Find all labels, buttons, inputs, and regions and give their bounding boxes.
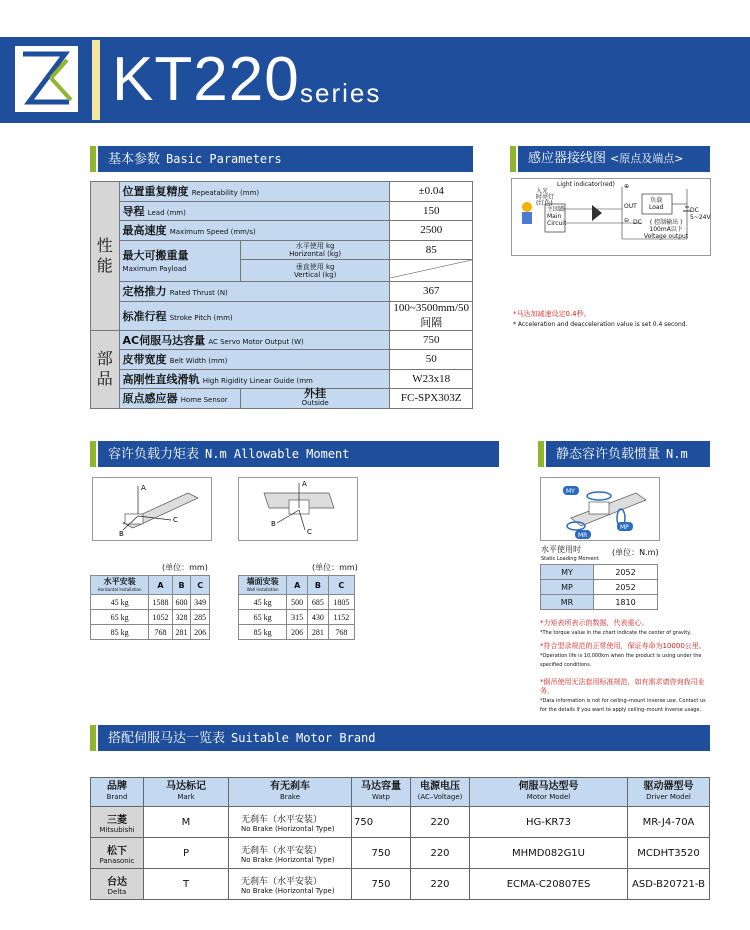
table-row — [91, 301, 473, 330]
axis-label-c: C — [173, 516, 178, 524]
cell: 328 — [172, 610, 191, 625]
param-sub-label — [240, 386, 389, 409]
cell: 430 — [308, 610, 329, 625]
param-sub-en: Outside — [301, 398, 329, 407]
table-row — [91, 369, 473, 389]
axis-label-b: B — [271, 520, 276, 528]
category-parts: 部品 — [91, 330, 120, 408]
horizontal-unit-label: (单位：mm) — [162, 563, 208, 572]
param-cn: 最大可搬重量 — [122, 249, 189, 263]
column-header: C — [191, 576, 210, 595]
table-row — [91, 201, 473, 221]
param-value: 750 — [390, 330, 473, 350]
param-value: FC-SPX303Z — [390, 389, 473, 409]
header-cn: 水平安装 — [103, 576, 136, 586]
param-value: 150 — [390, 201, 473, 221]
main-circuit-label — [547, 206, 566, 227]
motor-model-cell: ECMA-C20807ES — [470, 869, 628, 900]
light-indicator-label: Light indicator(red) — [557, 181, 615, 188]
section-suitable-motor — [98, 725, 710, 751]
header-en: Watp — [372, 793, 390, 801]
my-label: MY — [566, 488, 575, 495]
table-row — [91, 221, 473, 241]
param-value: ±0.04 — [390, 182, 473, 202]
header-cn: 伺服马达型号 — [518, 781, 579, 792]
table-row — [239, 610, 355, 625]
note-en: *Data information is not for ceiling–mount inverse use. Contact us for the details if you want to apply ceiling–mount inverse usage. — [540, 698, 706, 713]
table-row — [91, 595, 210, 610]
horizontal-moment-table — [90, 575, 210, 640]
cell: 206 — [191, 625, 210, 640]
basic-parameters-table — [90, 181, 473, 409]
table-row — [91, 807, 710, 838]
param-en: AC Servo Motor Output (W) — [208, 337, 304, 346]
horizontal-mount-illustration — [93, 478, 211, 540]
header-separator — [92, 40, 100, 120]
param-label — [119, 221, 390, 241]
voltage-cell: 220 — [411, 838, 470, 869]
static-loading-caption — [541, 546, 599, 563]
category-performance: 性能 — [91, 182, 120, 331]
cell: 768 — [328, 625, 354, 640]
param-en: Belt Width (mm) — [169, 357, 228, 366]
note-cn: *力矩表所表示的数据，代表重心。 — [540, 619, 649, 627]
axis-label-b: B — [119, 530, 124, 538]
accel-note-en: * Acceleration and deacceleration value is set 0.4 second. — [513, 321, 688, 328]
moment-value: 1810 — [594, 595, 658, 610]
note-cn: *符合型录规范的正常使用，保证寿命为10000公里。 — [540, 642, 706, 650]
note-cn: *倒吊使用无法套用标准规范，如有需求请咨询我司业务。 — [540, 678, 705, 695]
horizontal-header — [91, 576, 149, 595]
table-row — [91, 389, 473, 409]
header-cn: 品牌 — [107, 781, 127, 792]
brand-cell — [91, 838, 144, 869]
brand-cn: 松下 — [107, 845, 127, 857]
cell: 500 — [287, 595, 308, 610]
out-label: OUT — [624, 203, 637, 210]
header-cn: 有无刹车 — [270, 781, 310, 792]
cell: 45 kg — [239, 595, 287, 610]
brand-cell — [91, 869, 144, 900]
column-header: B — [308, 576, 329, 595]
table-row — [239, 595, 355, 610]
table-header-row — [239, 576, 355, 595]
sensor-wiring-diagram — [511, 178, 711, 256]
driver-model-cell: MR-J4-70A — [628, 807, 710, 838]
header-cn: 马达标记 — [166, 781, 206, 792]
wall-unit-label: (单位：mm) — [312, 563, 358, 572]
static-load-table — [540, 564, 658, 610]
in-light-label: 入光 时亮灯 (红色) — [536, 188, 555, 207]
brake-cell — [229, 838, 352, 869]
param-cn: 标准行程 — [122, 309, 167, 323]
param-value: 100~3500mm/50间隔 — [390, 301, 473, 330]
section-title-en: Basic Parameters — [166, 152, 282, 166]
column-header: C — [328, 576, 354, 595]
column-header: B — [172, 576, 191, 595]
param-en: Maximum Speed (mm/s) — [169, 228, 256, 237]
column-header: A — [149, 576, 173, 595]
brake-cell — [229, 869, 352, 900]
param-value: 367 — [390, 282, 473, 302]
cell: 285 — [191, 610, 210, 625]
header-en: Brand — [106, 793, 128, 801]
accel-note-cn: *马达加减速设定0.4秒。 — [513, 310, 591, 318]
section-static-load — [546, 441, 710, 467]
param-en: Rated Thrust (N) — [169, 289, 228, 298]
param-sub-label — [240, 240, 389, 260]
table-row — [91, 869, 710, 900]
param-label — [119, 301, 390, 330]
company-logo — [15, 46, 78, 112]
header-en: Motor Model — [526, 793, 571, 801]
table-header-row — [91, 778, 710, 807]
brand-en: Delta — [107, 887, 127, 896]
param-en: Home Sensor — [180, 396, 228, 405]
header-en: Horizontal Installation — [97, 586, 142, 592]
watt-cell: 750 — [352, 838, 411, 869]
wall-mount-diagram — [238, 477, 358, 541]
brake-en: No Brake (Horizontal Type) — [241, 886, 335, 895]
static-load-diagram — [540, 477, 660, 541]
product-title: KT220 — [112, 45, 300, 114]
table-row — [541, 565, 658, 580]
column-header — [229, 778, 352, 807]
brake-cn: 无刹车（水平安装） — [241, 876, 323, 887]
dc-small-label: DC — [633, 219, 642, 226]
brand-cell — [91, 807, 144, 838]
cell: 65 kg — [91, 610, 149, 625]
cell: 65 kg — [239, 610, 287, 625]
header-cn: 马达容量 — [361, 781, 401, 792]
column-header: A — [287, 576, 308, 595]
param-value: 50 — [390, 350, 473, 370]
column-header — [628, 778, 710, 807]
param-en: Lead (mm) — [147, 208, 186, 217]
load-cn: 负载 — [650, 197, 663, 204]
static-note-3 — [540, 678, 710, 714]
param-cn: 定格推力 — [122, 285, 167, 299]
table-row — [91, 182, 473, 202]
vo-en: Voltage output — [644, 233, 689, 240]
mark-cell: M — [144, 807, 229, 838]
load-label — [649, 197, 663, 211]
watt-cell: 750 — [352, 869, 411, 900]
param-cn: AC伺服马达容量 — [122, 333, 206, 347]
param-label — [119, 350, 390, 370]
header-en: Wall Installation — [246, 586, 279, 592]
cell: 1052 — [149, 610, 173, 625]
section-title-cn: 搭配伺服马达一览表 — [108, 731, 226, 746]
brand-en: Mitsubishi — [99, 825, 135, 834]
moment-value: 2052 — [594, 580, 658, 595]
param-label — [119, 389, 240, 409]
param-value: 85 — [390, 240, 473, 260]
column-header — [91, 778, 144, 807]
cell: 45 kg — [91, 595, 149, 610]
param-sub-en: Horizontal (kg) — [289, 249, 342, 258]
section-basic-parameters — [98, 146, 473, 172]
param-value: W23x18 — [390, 369, 473, 389]
header-en: Mark — [177, 793, 195, 801]
cell: 349 — [191, 595, 210, 610]
cell: 281 — [308, 625, 329, 640]
dc-supply-label: DC 5~24V — [690, 207, 711, 221]
param-label — [119, 282, 390, 302]
header-cn: 驱动器型号 — [643, 781, 694, 792]
vo-cn: ( 控制输出 ) — [649, 219, 683, 226]
cell: 600 — [172, 595, 191, 610]
product-series: series — [300, 78, 382, 108]
section-title-sub: <原点及端点> — [610, 152, 684, 165]
cell: 206 — [287, 625, 308, 640]
moment-value: 2052 — [594, 565, 658, 580]
table-row — [91, 330, 473, 350]
header-en: Brake — [279, 793, 301, 801]
param-en: Stroke Pitch (mm) — [169, 313, 233, 322]
section-title-cn: 感应器接线图 — [528, 151, 607, 166]
section-title-cn: 静态容许负载惯量 — [556, 447, 661, 462]
minus-terminal-icon: ⊖ — [624, 217, 630, 224]
diagonal-line — [390, 260, 472, 278]
cell: 1805 — [328, 595, 354, 610]
moment-key: MP — [541, 580, 594, 595]
static-unit-label: (单位：N.m) — [612, 548, 659, 557]
table-row — [91, 838, 710, 869]
param-label — [119, 330, 390, 350]
logo-mark-icon — [15, 46, 78, 112]
param-value-empty — [390, 260, 473, 282]
header-cn: 电源电压 — [420, 781, 460, 792]
motor-brand-table — [90, 777, 710, 900]
section-allowable-moment — [98, 441, 499, 467]
driver-model-cell: ASD-B20721-B — [628, 869, 710, 900]
note-en: *Operation life is 10,000km when the product is using under the specified conditions. — [540, 653, 702, 668]
header-en: (AC–Voltage) — [417, 793, 463, 801]
mp-label: MP — [620, 524, 629, 531]
param-value: 2500 — [390, 221, 473, 241]
cell: 768 — [149, 625, 173, 640]
brand-cn: 三菱 — [107, 814, 127, 826]
table-row — [541, 580, 658, 595]
cell: 85 kg — [239, 625, 287, 640]
axis-label-c: C — [307, 528, 312, 536]
param-cn: 位置重复精度 — [122, 185, 189, 199]
param-en: High Rigidity Linear Guide (mm — [202, 376, 313, 385]
param-cn: 最高速度 — [122, 224, 167, 238]
wall-moment-table — [238, 575, 355, 640]
axis-label-a: A — [302, 480, 307, 488]
table-row — [91, 350, 473, 370]
param-label — [119, 240, 240, 282]
plus-terminal-icon: ⊕ — [624, 183, 630, 190]
brake-cn: 无刹车（水平安装） — [241, 845, 323, 856]
table-row — [91, 282, 473, 302]
brand-en: Panasonic — [99, 856, 135, 865]
watt-cell: 750 — [352, 807, 411, 838]
voltage-output-label — [644, 219, 688, 240]
param-sub-cn: 外挂 — [304, 386, 327, 400]
voltage-cell: 220 — [411, 869, 470, 900]
header-en: Driver Model — [646, 793, 691, 801]
caption-en: Static Loading Moment — [541, 556, 599, 562]
section-title-en: Suitable Motor Brand — [231, 731, 376, 745]
axis-label-a: A — [141, 484, 146, 492]
param-label — [119, 369, 390, 389]
driver-model-cell: MCDHT3520 — [628, 838, 710, 869]
wall-mount-illustration — [239, 478, 357, 540]
load-en: Load — [649, 204, 664, 211]
caption-cn: 水平使用时 — [541, 545, 581, 554]
brake-cn: 无刹车（水平安装） — [241, 814, 323, 825]
moment-key: MY — [541, 565, 594, 580]
cell: 1152 — [328, 610, 354, 625]
param-en: Maximum Payload — [122, 265, 187, 274]
mark-cell: T — [144, 869, 229, 900]
motor-model-cell: HG-KR73 — [470, 807, 628, 838]
cell: 85 kg — [91, 625, 149, 640]
table-row — [91, 610, 210, 625]
cell: 685 — [308, 595, 329, 610]
param-cn: 高刚性直线滑轨 — [122, 372, 200, 386]
column-header — [144, 778, 229, 807]
mark-cell: P — [144, 838, 229, 869]
brake-en: No Brake (Horizontal Type) — [241, 824, 335, 833]
param-sub-cn: 垂直使用 kg — [295, 262, 335, 271]
note-en: *The torque value in the chart indicate the center of gravity. — [540, 630, 692, 636]
section-title-en: N.m — [666, 447, 688, 461]
section-title-cn: 容许负载力矩表 — [108, 447, 200, 462]
param-label — [119, 182, 390, 202]
section-title-cn: 基本参数 — [108, 152, 161, 167]
brand-cn: 台达 — [107, 876, 127, 888]
column-header — [470, 778, 628, 807]
cell: 1588 — [149, 595, 173, 610]
param-cn: 原点感应器 — [122, 392, 178, 406]
cell: 281 — [172, 625, 191, 640]
main-circuit-en: Main Circuit — [547, 213, 567, 227]
param-sub-label — [240, 260, 389, 282]
table-row — [239, 625, 355, 640]
motor-model-cell: MHMD082G1U — [470, 838, 628, 869]
column-header — [352, 778, 411, 807]
brake-en: No Brake (Horizontal Type) — [241, 855, 335, 864]
param-sub-cn: 水平使用 kg — [295, 241, 335, 250]
wall-header — [239, 576, 287, 595]
moment-key: MR — [541, 595, 594, 610]
param-cn: 皮带宽度 — [122, 353, 167, 367]
table-header-row — [91, 576, 210, 595]
param-en: Repeatability (mm) — [191, 189, 260, 198]
mr-label: MR — [578, 532, 588, 539]
param-cn: 导程 — [122, 204, 145, 218]
table-row — [91, 240, 473, 260]
table-row — [541, 595, 658, 610]
voltage-cell: 220 — [411, 807, 470, 838]
column-header — [411, 778, 470, 807]
static-load-illustration — [541, 478, 659, 540]
section-title-en: N.m Allowable Moment — [205, 447, 350, 461]
param-label — [119, 201, 390, 221]
brake-cell — [229, 807, 352, 838]
param-sub-en: Vertical (kg) — [293, 270, 337, 279]
cell: 315 — [287, 610, 308, 625]
section-sensor-wiring — [518, 146, 710, 172]
static-note-2 — [540, 642, 710, 669]
horizontal-mount-diagram — [92, 477, 212, 541]
table-row — [91, 625, 210, 640]
header-cn: 墙面安装 — [246, 576, 279, 586]
vo-ma: 100mA以下 — [649, 226, 683, 233]
static-note-1 — [540, 619, 710, 638]
main-circuit-cn: 主回路 — [547, 206, 566, 213]
